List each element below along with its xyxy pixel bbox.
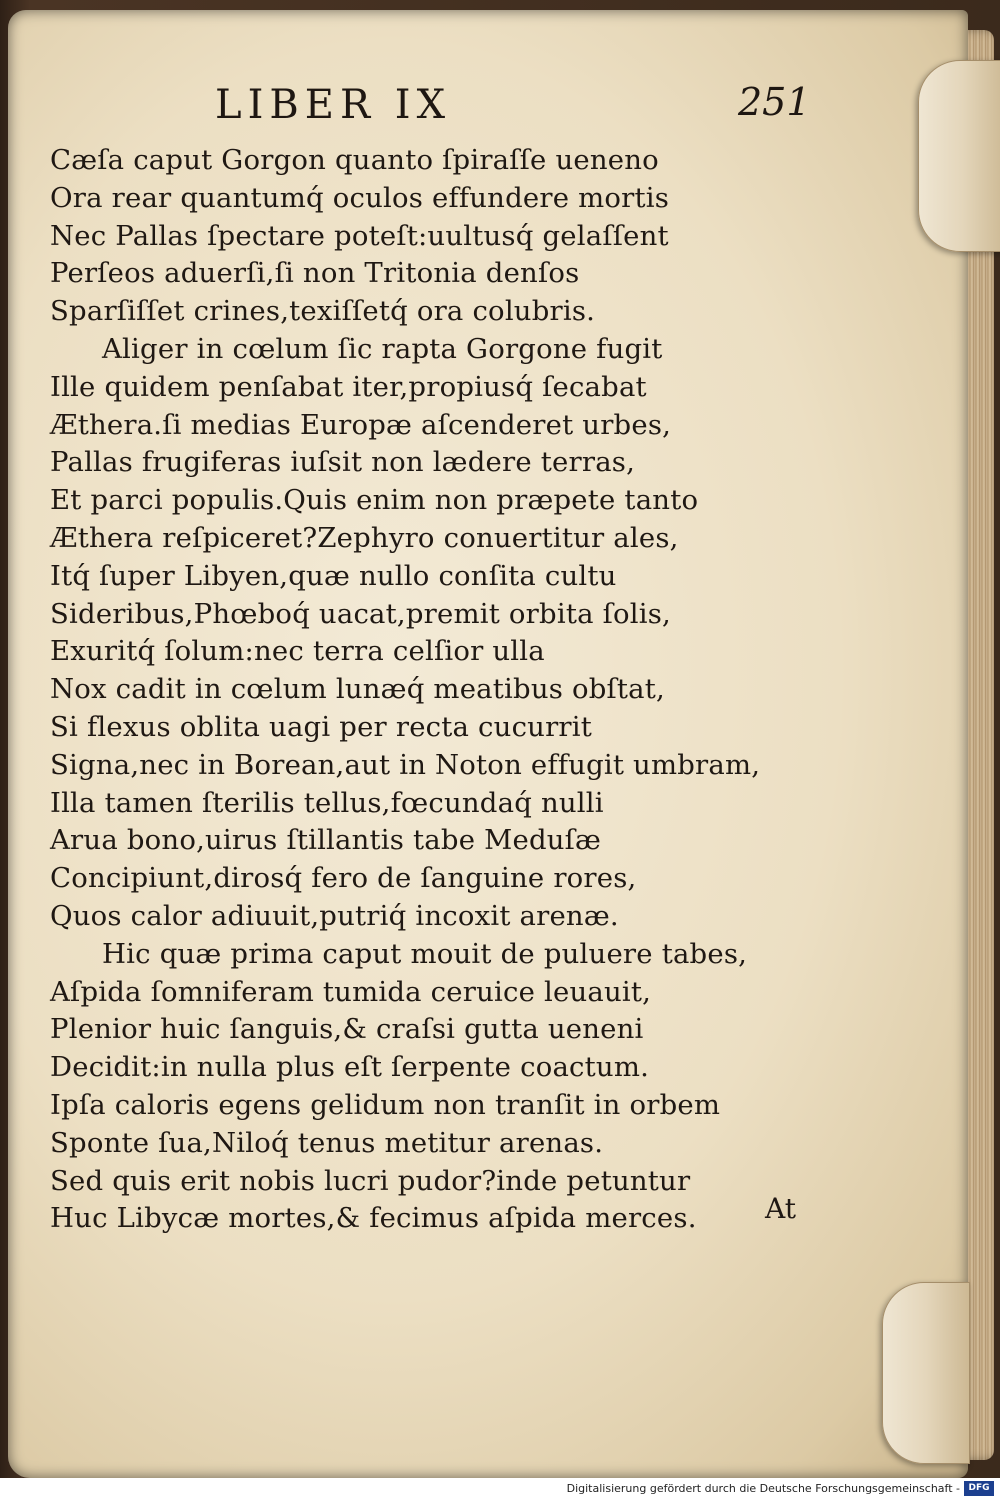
verse-line: Si flexus oblita uagi per recta cucurrit <box>50 710 593 743</box>
verse-line: Itq́ ſuper Libyen,quæ nullo conſita cultu <box>50 559 617 592</box>
verse-line: Sponte ſua,Niloq́ tenus metitur arenas. <box>50 1126 604 1159</box>
running-title: LIBER IX <box>215 82 452 128</box>
verse-line: Sparſiſſet crines,texiſſetq́ ora colubris. <box>50 295 596 328</box>
verse-line: Nox cadit in cœlum lunæq́ meatibus obſtat, <box>50 673 665 706</box>
verse-line: Aſpida ſomniferam tumida ceruice leuauit, <box>50 975 652 1008</box>
verse-line: Pallas frugiferas iuſsit non lædere terras, <box>50 446 636 479</box>
verse-line: Illa tamen ſterilis tellus,fœcundaq́ nulli <box>50 786 604 819</box>
footer-bar <box>0 1478 1000 1501</box>
page-number: 251 <box>738 80 811 124</box>
verse-line: Signa,nec in Borean,aut in Noton effugit umbram, <box>50 748 761 781</box>
dfg-logo: DFG <box>964 1481 994 1496</box>
verse-line: Decidit:in nulla plus eſt ſerpente coactum. <box>50 1051 650 1084</box>
clasp-bottom <box>882 1282 970 1464</box>
verse-line: Ipſa caloris egens gelidum non tranſit in orbem <box>50 1088 721 1121</box>
verse-line: Arua bono,uirus ſtillantis tabe Meduſæ <box>50 824 602 857</box>
verse-line: Ille quidem penſabat iter,propiusq́ ſecabat <box>50 370 647 403</box>
verse-line: Sed quis erit nobis lucri pudor?inde petuntur <box>50 1164 691 1197</box>
verse-line: Ora rear quantumq́ oculos effundere mortis <box>50 181 670 214</box>
verse-line: Huc Libycæ mortes,& fecimus aſpida merces. <box>50 1202 697 1235</box>
verse-line: Et parci populis.Quis enim non præpete tanto <box>50 484 699 517</box>
verse-line: Aliger in cœlum ſic rapta Gorgone fugit <box>102 332 663 365</box>
verse-line: Æthera reſpiceret?Zephyro conuertitur ales, <box>50 521 679 554</box>
footer-credit: Digitalisierung gefördert durch die Deutsche Forschungsgemeinschaft - <box>566 1482 960 1495</box>
verse-line: Exuritq́ ſolum:nec terra celſior ulla <box>50 635 545 668</box>
verse-line: Hic quæ prima caput mouit de puluere tabes, <box>102 937 748 970</box>
clasp-top <box>918 60 1000 252</box>
verse-line: Sideribus,Phœboq́ uacat,premit orbita ſolis, <box>50 597 671 630</box>
verse-block <box>50 142 830 1238</box>
verse-line: Æthera.ſi medias Europæ aſcenderet urbes, <box>50 408 672 441</box>
verse-line: Quos calor adiuuit,putriq́ incoxit arenæ. <box>50 899 619 932</box>
catchword: At <box>765 1192 796 1225</box>
verse-line: Cæſa caput Gorgon quanto ſpiraſſe ueneno <box>50 144 659 176</box>
verse-line: Perſeos aduerſi,ſi non Tritonia denſos <box>50 257 580 290</box>
verse-line: Nec Pallas ſpectare poteſt:uultusq́ gelaſſent <box>50 219 669 252</box>
verse-line: Concipiunt,dirosq́ fero de ſanguine rores, <box>50 862 637 895</box>
verse-line: Plenior huic ſanguis,& craſsi gutta ueneni <box>50 1013 644 1046</box>
